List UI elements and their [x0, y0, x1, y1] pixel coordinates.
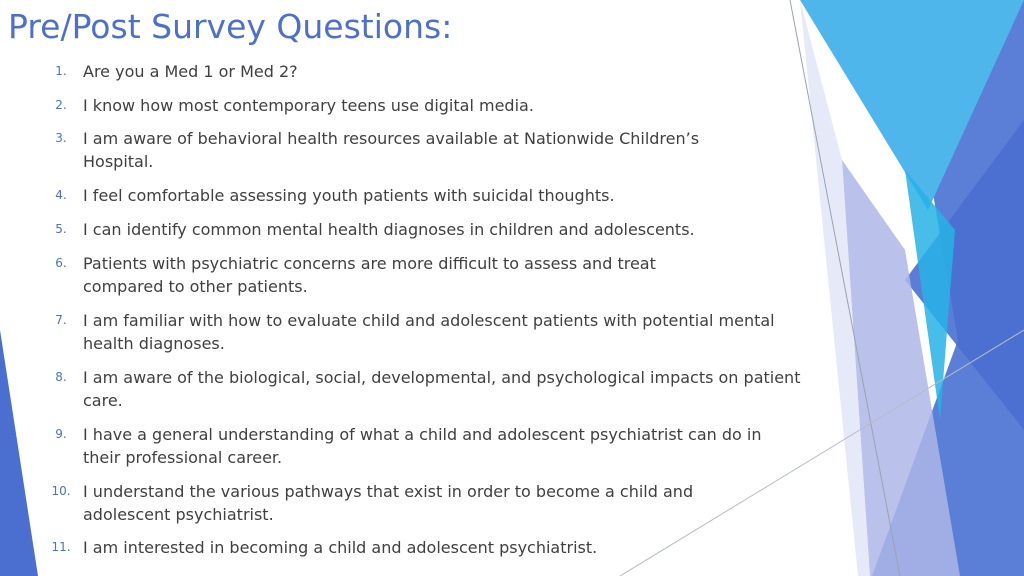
question-number: 6. — [55, 256, 67, 270]
question-number: 1. — [55, 64, 67, 78]
question-number: 2. — [55, 98, 67, 112]
question-text: I am familiar with how to evaluate child and adolescent patients with potential mental health diagnoses. — [83, 311, 775, 353]
question-text: Patients with psychiatric concerns are more difficult to assess and treat compared to other patients. — [83, 254, 656, 296]
question-text: I am aware of the biological, social, developmental, and psychological impacts on patient care. — [83, 368, 801, 410]
question-number: 9. — [55, 427, 67, 441]
question-number: 3. — [55, 131, 67, 145]
slide-title: Pre/Post Survey Questions: — [8, 7, 453, 46]
question-number: 5. — [55, 222, 67, 236]
question-number: 4. — [55, 188, 67, 202]
question-text: Are you a Med 1 or Med 2? — [83, 62, 298, 81]
left-edge-accent — [0, 330, 38, 576]
question-text: I am aware of behavioral health resources available at Nationwide Children’s Hospital. — [83, 129, 700, 171]
question-text: I know how most contemporary teens use digital media. — [83, 96, 534, 115]
question-number: 11. — [51, 540, 71, 554]
question-text: I am interested in becoming a child and adolescent psychiatrist. — [83, 538, 598, 557]
question-number: 10. — [51, 484, 71, 498]
question-text: I understand the various pathways that exist in order to become a child and adolescent psychiatrist. — [83, 482, 694, 524]
question-number: 8. — [55, 370, 67, 384]
question-number: 7. — [55, 313, 67, 327]
question-text: I feel comfortable assessing youth patients with suicidal thoughts. — [83, 186, 615, 205]
question-text: I have a general understanding of what a child and adolescent psychiatrist can do in their professional career. — [83, 425, 762, 467]
question-text: I can identify common mental health diagnoses in children and adolescents. — [83, 220, 695, 239]
